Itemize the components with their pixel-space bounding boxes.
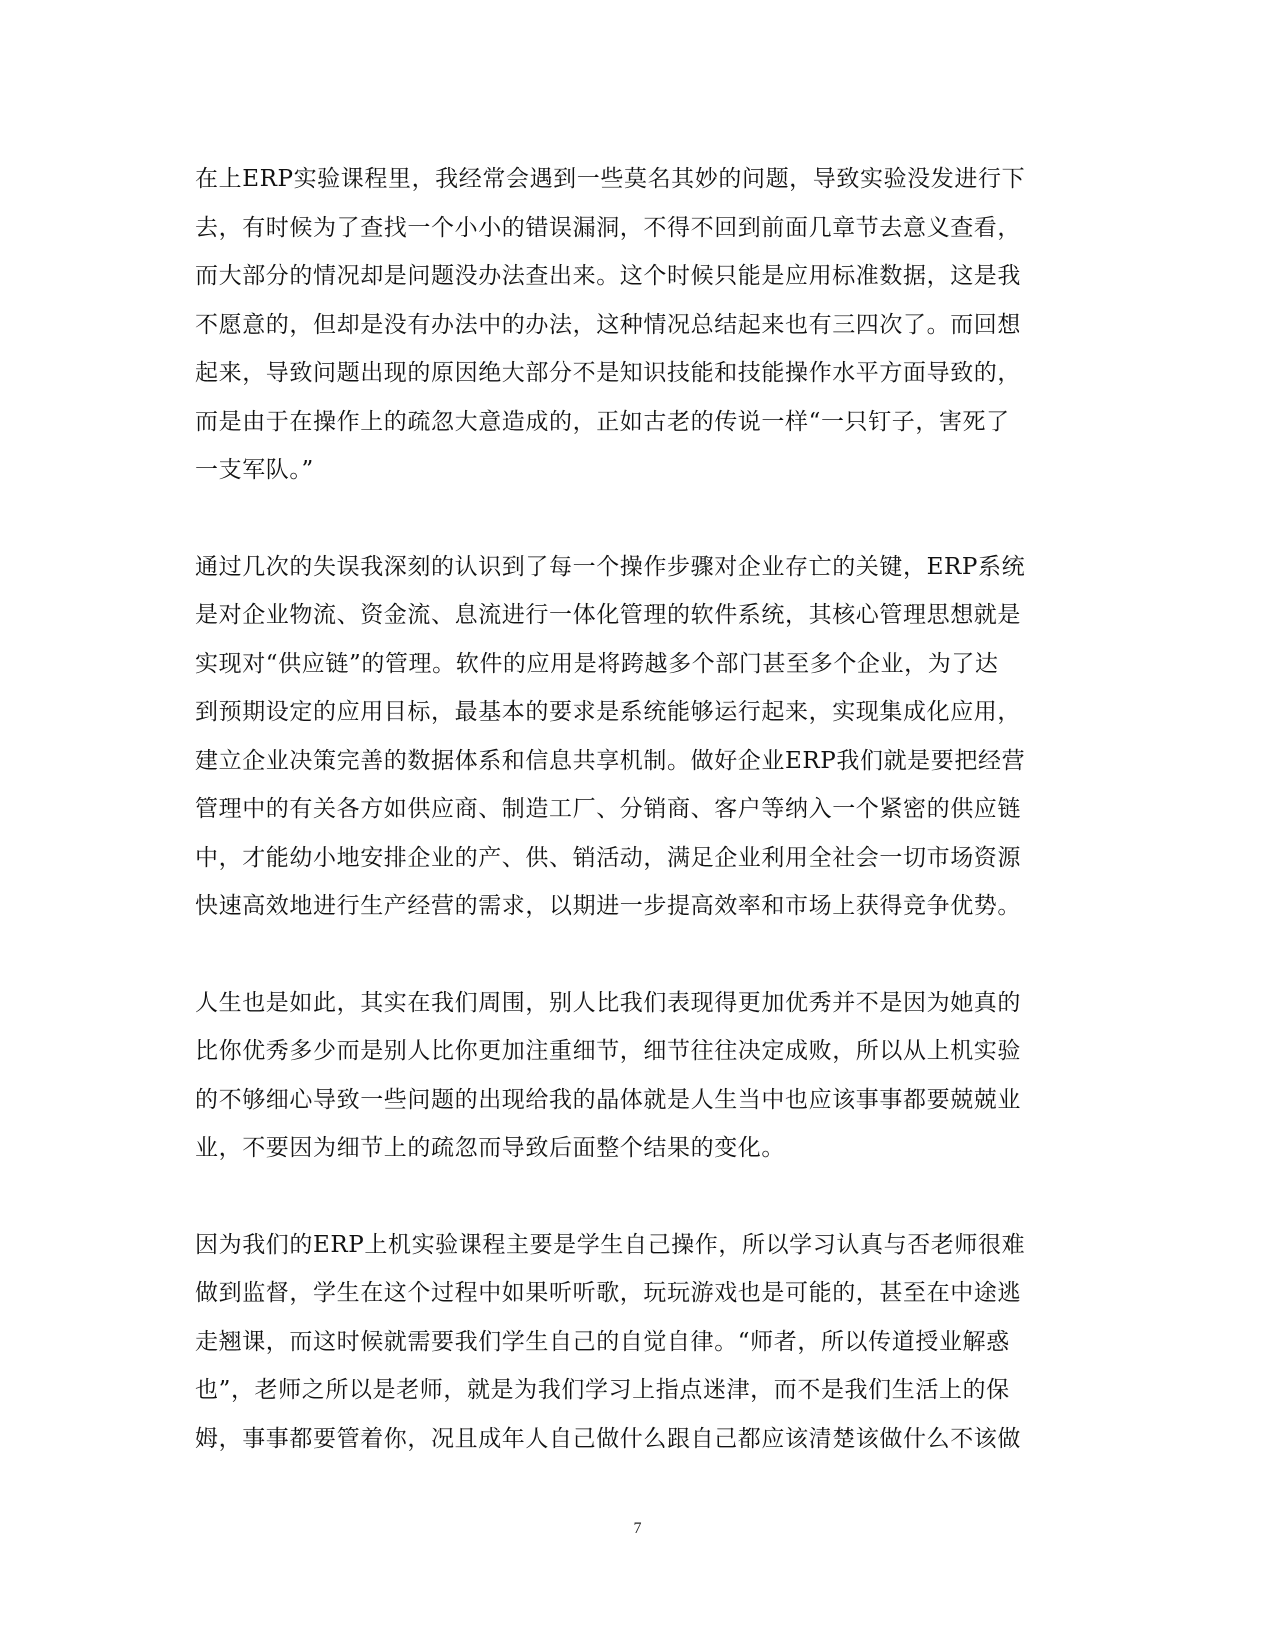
text-line: 在上ERP实验课程里，我经常会遇到一些莫名其妙的问题，导致实验没发进行下 (195, 166, 1026, 192)
text-line: 一支军队。” (195, 457, 314, 483)
text-line: 通过几次的失误我深刻的认识到了每一个操作步骤对企业存亡的关键，ERP系统 (195, 553, 1026, 580)
text-line: 做到监督，学生在这个过程中如果听听歌，玩玩游戏也是可能的，甚至在中途逃 (195, 1280, 1021, 1306)
text-line: 比你优秀多少而是别人比你更加注重细节，细节往往决定成败，所以从上机实验 (195, 1038, 1021, 1064)
text-line: 建立企业决策完善的数据体系和信息共享机制。做好企业ERP我们就是要把经营 (195, 747, 1026, 774)
text-line: 中，才能幼小地安排企业的产、供、销活动，满足企业利用全社会一切市场资源 (195, 844, 1021, 871)
text-line: 而大部分的情况却是问题没办法查出来。这个时候只能是应用标准数据，这是我 (195, 263, 1021, 289)
text-line: 快速高效地进行生产经营的需求，以期进一步提高效率和市场上获得竞争优势。 (195, 893, 1021, 919)
text-line: 而是由于在操作上的疏忽大意造成的，正如古老的传说一样“一只钉子，害死了 (195, 408, 1010, 435)
text-line: 姆，事事都要管着你，况且成年人自己做什么跟自己都应该清楚该做什么不该做 (195, 1425, 1021, 1452)
text-line: 不愿意的，但却是没有办法中的办法，这种情况总结起来也有三四次了。而回想 (195, 311, 1021, 338)
paragraph-4 (195, 1221, 1075, 1464)
paragraph-3 (195, 979, 1075, 1173)
text-line: 去，有时候为了查找一个小小的错误漏洞，不得不回到前面几章节去意义查看， (195, 214, 1021, 241)
text-line: 是对企业物流、资金流、息流进行一体化管理的软件系统，其核心管理思想就是 (195, 602, 1021, 628)
text-line: 走翘课，而这时候就需要我们学生自己的自觉自律。“师者，所以传道授业解惑 (195, 1328, 1010, 1355)
text-line: 人生也是如此，其实在我们周围，别人比我们表现得更加优秀并不是因为她真的 (195, 989, 1021, 1016)
page-number: 7 (633, 1520, 642, 1537)
text-line: 管理中的有关各方如供应商、制造工厂、分销商、客户等纳入一个紧密的供应链 (195, 796, 1021, 822)
text-line: 到预期设定的应用目标，最基本的要求是系统能够运行起来，实现集成化应用， (195, 699, 1021, 725)
text-line: 起来，导致问题出现的原因绝大部分不是知识技能和技能操作水平方面导致的， (195, 360, 1021, 386)
text-line: 也”，老师之所以是老师，就是为我们学习上指点迷津，而不是我们生活上的保 (195, 1377, 1010, 1403)
text-line: 业，不要因为细节上的疏忽而导致后面整个结果的变化。 (195, 1135, 785, 1161)
text-line: 实现对“供应链”的管理。软件的应用是将跨越多个部门甚至多个企业，为了达 (195, 650, 999, 677)
paragraph-1 (195, 155, 1075, 495)
paragraph-2 (195, 543, 1075, 931)
text-line: 因为我们的ERP上机实验课程主要是学生自己操作，所以学习认真与否老师很难 (195, 1231, 1026, 1258)
text-line: 的不够细心导致一些问题的出现给我的晶体就是人生当中也应该事事都要兢兢业 (195, 1086, 1021, 1113)
document-body (195, 155, 1075, 1511)
